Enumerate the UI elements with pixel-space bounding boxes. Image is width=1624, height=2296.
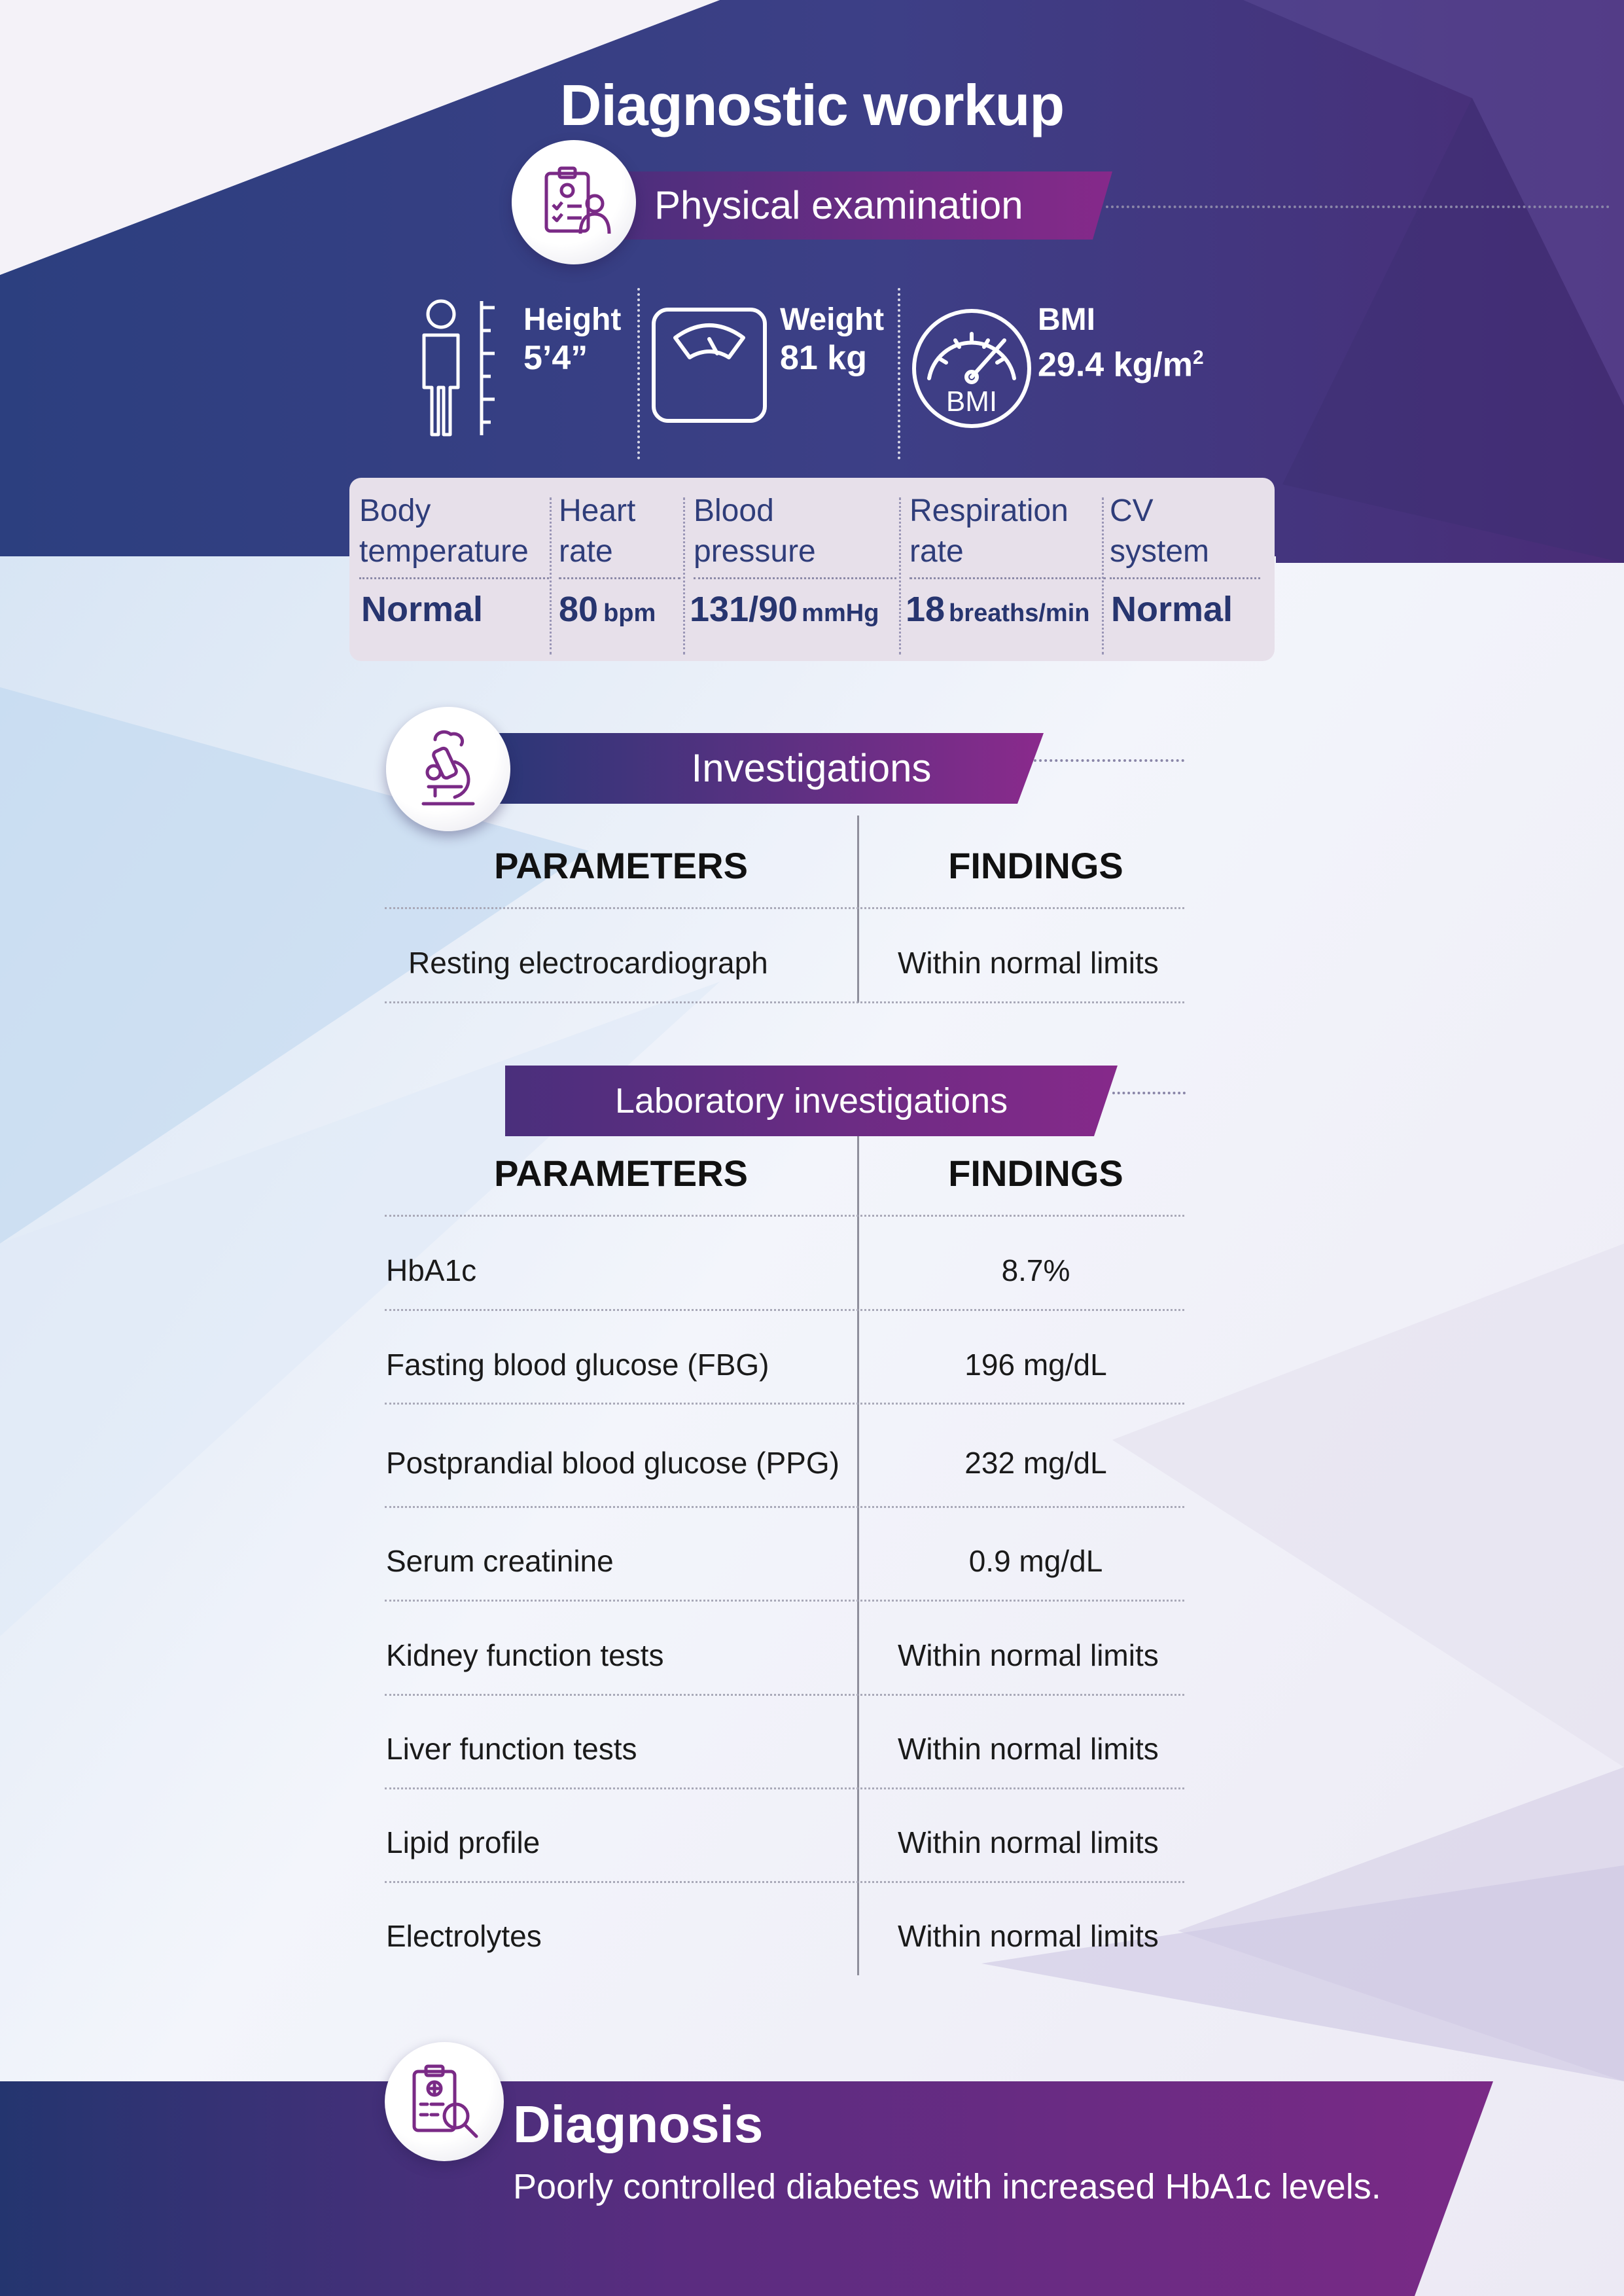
bmi-gauge-icon xyxy=(909,306,1034,431)
investigations-cell-parameter: Resting electrocardiograph xyxy=(408,946,768,980)
vital-heart-rate: Heart rate xyxy=(559,493,636,569)
vital-respiration-rate: Respiration rate xyxy=(909,493,1068,569)
lab-cell-parameter: Serum creatinine xyxy=(386,1544,614,1578)
scale-icon xyxy=(650,306,768,424)
height-label: Height xyxy=(523,302,622,337)
microscope-icon xyxy=(409,726,487,812)
laboratory-dotted-line xyxy=(1112,1092,1186,1094)
diagnosis-text: Poorly controlled diabetes with increased HbA1c levels. xyxy=(513,2167,1381,2206)
lab-cell-parameter: Kidney function tests xyxy=(386,1638,664,1672)
height-value: 5’4” xyxy=(523,339,588,377)
bmi-label: BMI xyxy=(1038,302,1095,337)
lab-cell-parameter: Fasting blood glucose (FBG) xyxy=(386,1348,769,1382)
section-laboratory-investigations: Laboratory investigations xyxy=(614,1081,1008,1121)
physical-dotted-line xyxy=(1106,206,1610,208)
lab-cell-finding: Within normal limits xyxy=(898,1825,1159,1859)
clipboard-doctor-icon xyxy=(535,163,613,242)
vital-value-heart-rate: 80 bpm xyxy=(559,590,656,629)
diagnosis-title: Diagnosis xyxy=(513,2095,764,2153)
lab-cell-finding: 196 mg/dL xyxy=(964,1348,1107,1382)
section-physical-examination: Physical examination xyxy=(654,183,1023,227)
investigations-column-divider xyxy=(857,816,859,1003)
svg-text:BMI: BMI xyxy=(945,386,998,418)
physical-badge xyxy=(512,140,636,264)
lab-cell-finding: 232 mg/dL xyxy=(964,1446,1107,1480)
investigations-header-findings: FINDINGS xyxy=(948,845,1123,886)
bmi-value: 29.4 $kg/m^2$ xyxy=(1038,346,1204,384)
vitals-panel xyxy=(349,478,1275,661)
weight-value: 81 kg xyxy=(780,339,867,377)
investigations-badge xyxy=(386,707,510,831)
lab-cell-finding: 0.9 mg/dL xyxy=(968,1544,1103,1578)
investigations-dotted-line xyxy=(1034,759,1184,762)
lab-cell-finding: Within normal limits xyxy=(898,1732,1159,1766)
lab-cell-finding: 8.7% xyxy=(1001,1253,1070,1287)
lab-cell-parameter: Electrolytes xyxy=(386,1919,542,1953)
page-title: Diagnostic workup xyxy=(559,73,1065,137)
lab-cell-parameter: HbA1c xyxy=(386,1253,477,1287)
weight-label: Weight xyxy=(780,302,885,337)
metric-divider xyxy=(898,288,900,459)
lab-header-findings: FINDINGS xyxy=(948,1153,1123,1194)
vital-value-blood-pressure: 131/90 mmHg xyxy=(690,590,879,629)
vital-cv-system: CV system xyxy=(1110,493,1210,569)
lab-cell-parameter: Lipid profile xyxy=(386,1825,540,1859)
clipboard-search-icon xyxy=(405,2062,484,2141)
vital-blood-pressure: Blood pressure xyxy=(694,493,816,569)
section-investigations: Investigations xyxy=(691,746,932,790)
person-height-icon xyxy=(416,295,501,439)
lab-cell-finding: Within normal limits xyxy=(898,1638,1159,1672)
vital-value-respiration-rate: 18 breaths/min xyxy=(906,590,1090,629)
lab-cell-parameter: Postprandial blood glucose (PPG) xyxy=(386,1446,839,1480)
vital-value-cv-system: Normal xyxy=(1111,590,1233,629)
investigations-header-parameters: PARAMETERS xyxy=(494,845,748,886)
vital-body-temperature: Body temperature xyxy=(359,493,529,569)
vital-value-body-temperature: Normal xyxy=(361,590,484,629)
investigations-cell-finding: Within normal limits xyxy=(898,946,1159,980)
lab-cell-parameter: Liver function tests xyxy=(386,1732,637,1766)
metric-divider xyxy=(637,288,640,459)
lab-header-parameters: PARAMETERS xyxy=(494,1153,748,1194)
diagnosis-badge xyxy=(385,2042,504,2161)
lab-cell-finding: Within normal limits xyxy=(898,1919,1159,1953)
